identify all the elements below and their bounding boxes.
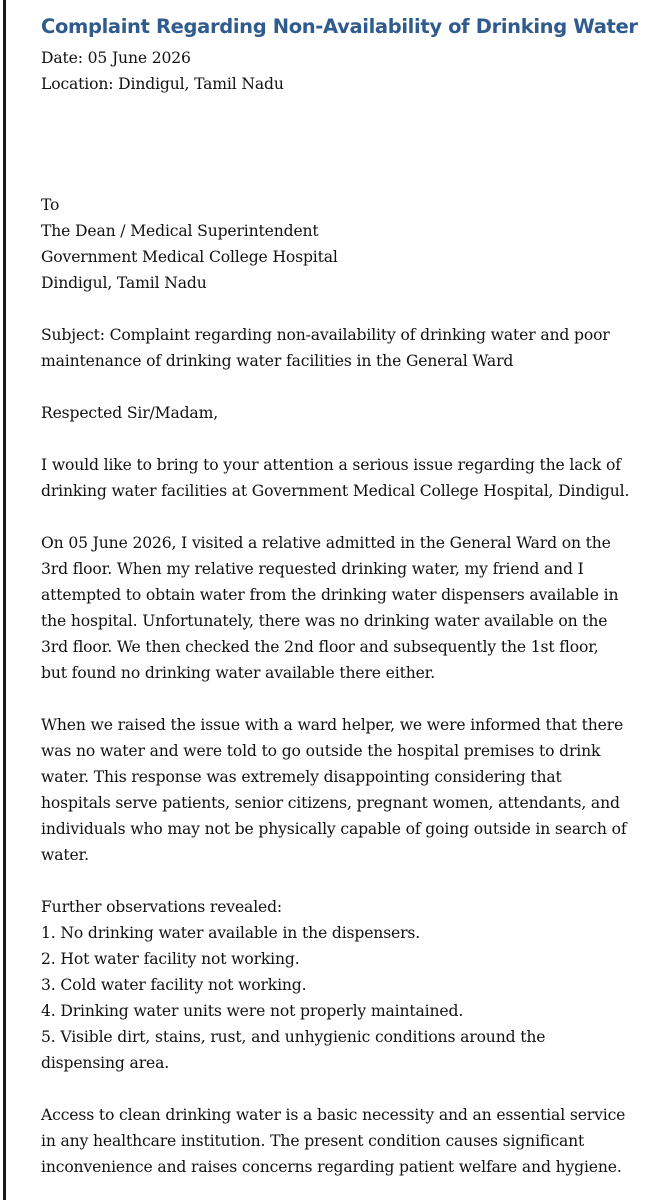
observation-item: 2. Hot water facility not working. bbox=[41, 950, 300, 968]
paragraph-visit bbox=[41, 530, 655, 686]
document-title: Complaint Regarding Non-Availability of Drinking Water bbox=[41, 15, 638, 38]
page-edge-rule bbox=[3, 0, 6, 1200]
observations-heading: Further observations revealed: bbox=[41, 898, 283, 916]
complaint-letter bbox=[41, 12, 655, 1180]
subject-block bbox=[41, 322, 655, 374]
salutation: Respected Sir/Madam, bbox=[41, 404, 219, 422]
recipient-to: To bbox=[41, 196, 60, 214]
subject-line: Subject: Complaint regarding non-availability of drinking water and poor bbox=[41, 326, 610, 344]
paragraph-line: individuals who may not be physically capable of going outside in search of bbox=[41, 820, 627, 838]
observation-item: dispensing area. bbox=[41, 1054, 170, 1072]
paragraph-line: drinking water facilities at Government Medical College Hospital, Dindigul. bbox=[41, 482, 630, 500]
paragraph-intro bbox=[41, 452, 655, 504]
observation-item: 5. Visible dirt, stains, rust, and unhygienic conditions around the bbox=[41, 1028, 546, 1046]
observation-item: 4. Drinking water units were not properly maintained. bbox=[41, 1002, 464, 1020]
paragraph-line: hospitals serve patients, senior citizens, pregnant women, attendants, and bbox=[41, 794, 620, 812]
paragraph-line: water. This response was extremely disappointing considering that bbox=[41, 768, 562, 786]
observation-item: 3. Cold water facility not working. bbox=[41, 976, 307, 994]
paragraph-line: On 05 June 2026, I visited a relative admitted in the General Ward on the bbox=[41, 534, 611, 552]
recipient-block bbox=[41, 192, 655, 296]
paragraph-line: When we raised the issue with a ward helper, we were informed that there bbox=[41, 716, 624, 734]
observations-block bbox=[41, 894, 655, 1076]
location-line: Location: Dindigul, Tamil Nadu bbox=[41, 75, 284, 93]
paragraph-line: in any healthcare institution. The present condition causes significant bbox=[41, 1132, 585, 1150]
recipient-institution: Government Medical College Hospital bbox=[41, 248, 338, 266]
paragraph-line: 3rd floor. We then checked the 2nd floor and subsequently the 1st floor, bbox=[41, 638, 599, 656]
paragraph-line: Access to clean drinking water is a basic necessity and an essential service bbox=[41, 1106, 626, 1124]
date-line: Date: 05 June 2026 bbox=[41, 49, 191, 67]
paragraph-line: was no water and were told to go outside the hospital premises to drink bbox=[41, 742, 601, 760]
paragraph-line: water. bbox=[41, 846, 89, 864]
paragraph-ward-helper bbox=[41, 712, 655, 868]
paragraph-conclusion bbox=[41, 1102, 655, 1180]
paragraph-line: attempted to obtain water from the drinking water dispensers available in bbox=[41, 586, 619, 604]
paragraph-line: but found no drinking water available there either. bbox=[41, 664, 436, 682]
subject-line: maintenance of drinking water facilities in the General Ward bbox=[41, 352, 514, 370]
header-gap bbox=[41, 97, 655, 192]
recipient-city: Dindigul, Tamil Nadu bbox=[41, 274, 207, 292]
paragraph-line: the hospital. Unfortunately, there was no drinking water available on the bbox=[41, 612, 608, 630]
paragraph-line: 3rd floor. When my relative requested drinking water, my friend and I bbox=[41, 560, 584, 578]
paragraph-line: inconvenience and raises concerns regarding patient welfare and hygiene. bbox=[41, 1158, 622, 1176]
recipient-name: The Dean / Medical Superintendent bbox=[41, 222, 319, 240]
paragraph-line: I would like to bring to your attention a serious issue regarding the lack of bbox=[41, 456, 621, 474]
observation-item: 1. No drinking water available in the dispensers. bbox=[41, 924, 421, 942]
